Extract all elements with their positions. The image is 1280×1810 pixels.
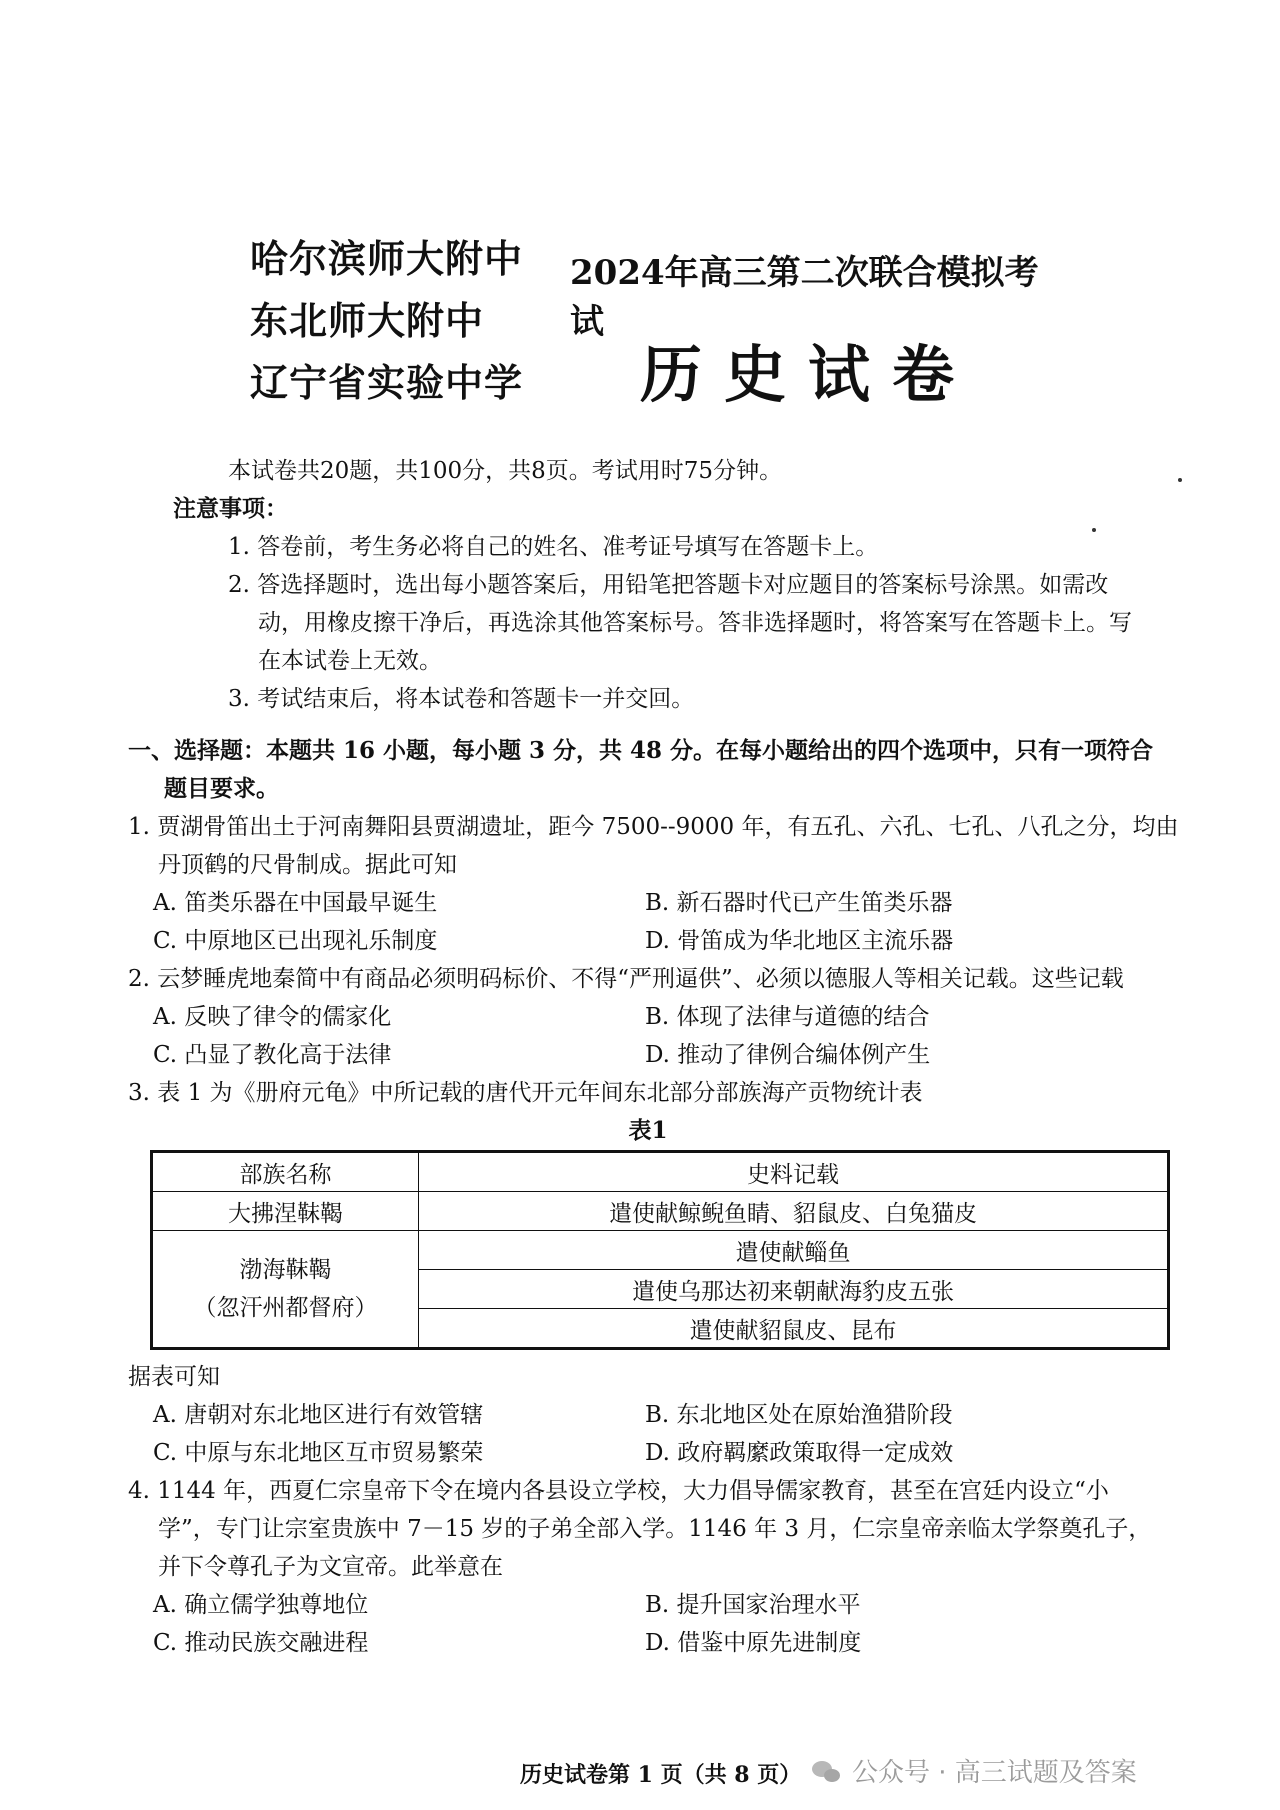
page-footer: 历史试卷第 1 页（共 8 页） (520, 1762, 802, 1788)
tribute-table (150, 1150, 1170, 1350)
option-row (128, 1396, 1168, 1434)
option-row (128, 998, 1168, 1036)
table-cell: 遣使献鲸鲵鱼睛、貂鼠皮、白兔猫皮 (419, 1192, 1169, 1231)
spacer (128, 1350, 1168, 1358)
question-text: 4. 1144 年，西夏仁宗皇帝下令在境内各县设立学校，大力倡导儒家教育，甚至在宫廷内设立“小 (128, 1478, 1109, 1504)
option-b: B. 体现了法律与道德的结合 (645, 1004, 930, 1030)
option-d: D. 推动了律例合编体例产生 (645, 1042, 931, 1068)
watermark (812, 1752, 1137, 1789)
option-row (128, 1586, 1168, 1624)
table-header: 部族名称 (152, 1152, 419, 1192)
table-header: 史料记载 (419, 1152, 1169, 1192)
question-1 (128, 808, 1179, 960)
option-row (128, 884, 1168, 922)
option-d: D. 借鉴中原先进制度 (645, 1630, 862, 1656)
school-name: 辽宁省实验中学 (250, 361, 524, 405)
spacer (128, 718, 1168, 732)
notice-item: 1. 答卷前，考生务必将自己的姓名、准考证号填写在答题卡上。 (228, 534, 879, 560)
notice-item: 2. 答选择题时，选出每小题答案后，用铅笔把答题卡对应题目的答案标号涂黑。如需改 (228, 572, 1109, 598)
option-a: A. 反映了律令的儒家化 (153, 1004, 392, 1030)
section-heading: 题目要求。 (164, 775, 279, 802)
table-cell (152, 1231, 419, 1349)
watermark-text: 公众号 · 高三试题及答案 (852, 1758, 1137, 1788)
scan-speck (1092, 528, 1096, 532)
exam-intro: 本试卷共20题，共100分，共8页。考试用时75分钟。 (228, 458, 783, 484)
option-b: B. 东北地区处在原始渔猎阶段 (645, 1402, 953, 1428)
question-4 (128, 1472, 1168, 1662)
notice-item: 3. 考试结束后，将本试卷和答题卡一并交回。 (228, 686, 695, 712)
option-row (128, 922, 1168, 960)
question-text: 学”，专门让宗室贵族中 7－15 岁的子弟全部入学。1146 年 3 月，仁宗皇帝亲临太学祭奠孔子， (158, 1516, 1152, 1542)
question-text: 1. 贾湖骨笛出土于河南舞阳县贾湖遗址，距今 7500--9000 年，有五孔、六孔、七孔、八孔之分，均由 (128, 814, 1179, 840)
school-names (250, 228, 550, 414)
option-a: A. 唐朝对东北地区进行有效管辖 (153, 1402, 484, 1428)
question-text: 2. 云梦睡虎地秦简中有商品必须明码标价、不得“严刑逼供”、必须以德服人等相关记载。这些记载 (128, 966, 1124, 992)
option-c: C. 推动民族交融进程 (153, 1630, 369, 1656)
question-3 (128, 1074, 1168, 1472)
table-cell: 大拂涅靺鞨 (152, 1192, 419, 1231)
wechat-icon (812, 1759, 842, 1783)
question-text: 并下令尊孔子为文宣帝。此举意在 (158, 1554, 503, 1580)
tribe-note: （忽汗州都督府） (193, 1295, 378, 1321)
option-row (128, 1036, 1168, 1074)
question-text: 据表可知 (128, 1364, 220, 1390)
section-heading: 一、选择题：本题共 16 小题，每小题 3 分，共 48 分。在每小题给出的四个选项中，只有一项符合 (128, 737, 1154, 764)
option-row (128, 1434, 1168, 1472)
option-d: D. 政府羁縻政策取得一定成效 (645, 1440, 954, 1466)
option-row (128, 1624, 1168, 1662)
table-row (152, 1192, 1169, 1231)
option-c: C. 中原地区已出现礼乐制度 (153, 928, 438, 954)
exam-body (128, 452, 1179, 1662)
exam-title: 2024年高三第二次联合模拟考试 (570, 253, 1039, 342)
option-b: B. 提升国家治理水平 (645, 1592, 861, 1618)
school-name: 东北师大附中 (250, 299, 485, 343)
option-a: A. 笛类乐器在中国最早诞生 (153, 890, 438, 916)
table-header-row (152, 1152, 1169, 1192)
table-cell: 遣使乌那达初来朝献海豹皮五张 (419, 1270, 1169, 1309)
notice-item: 在本试卷上无效。 (258, 648, 442, 674)
table-cell: 遣使献鲻鱼 (419, 1231, 1169, 1270)
option-b: B. 新石器时代已产生笛类乐器 (645, 890, 953, 916)
option-c: C. 凸显了教化高于法律 (153, 1042, 392, 1068)
scan-speck (1178, 478, 1182, 482)
notice-title: 注意事项： (173, 495, 288, 522)
subject-title: 历史试卷 (640, 338, 977, 411)
option-c: C. 中原与东北地区互市贸易繁荣 (153, 1440, 484, 1466)
table-row (152, 1231, 1169, 1270)
table-caption: 表1 (628, 1117, 668, 1144)
question-2 (128, 960, 1168, 1074)
table-cell: 遣使献貂鼠皮、昆布 (419, 1309, 1169, 1349)
question-text: 丹顶鹤的尺骨制成。据此可知 (158, 852, 457, 878)
option-d: D. 骨笛成为华北地区主流乐器 (645, 928, 954, 954)
tribe-name: 渤海靺鞨 (239, 1257, 332, 1283)
notice-item: 动，用橡皮擦干净后，再选涂其他答案标号。答非选择题时，将答案写在答题卡上。写 (258, 610, 1132, 636)
school-name: 哈尔滨师大附中 (250, 237, 524, 281)
question-text: 3. 表 1 为《册府元龟》中所记载的唐代开元年间东北部分部族海产贡物统计表 (128, 1080, 923, 1106)
option-a: A. 确立儒学独尊地位 (153, 1592, 369, 1618)
